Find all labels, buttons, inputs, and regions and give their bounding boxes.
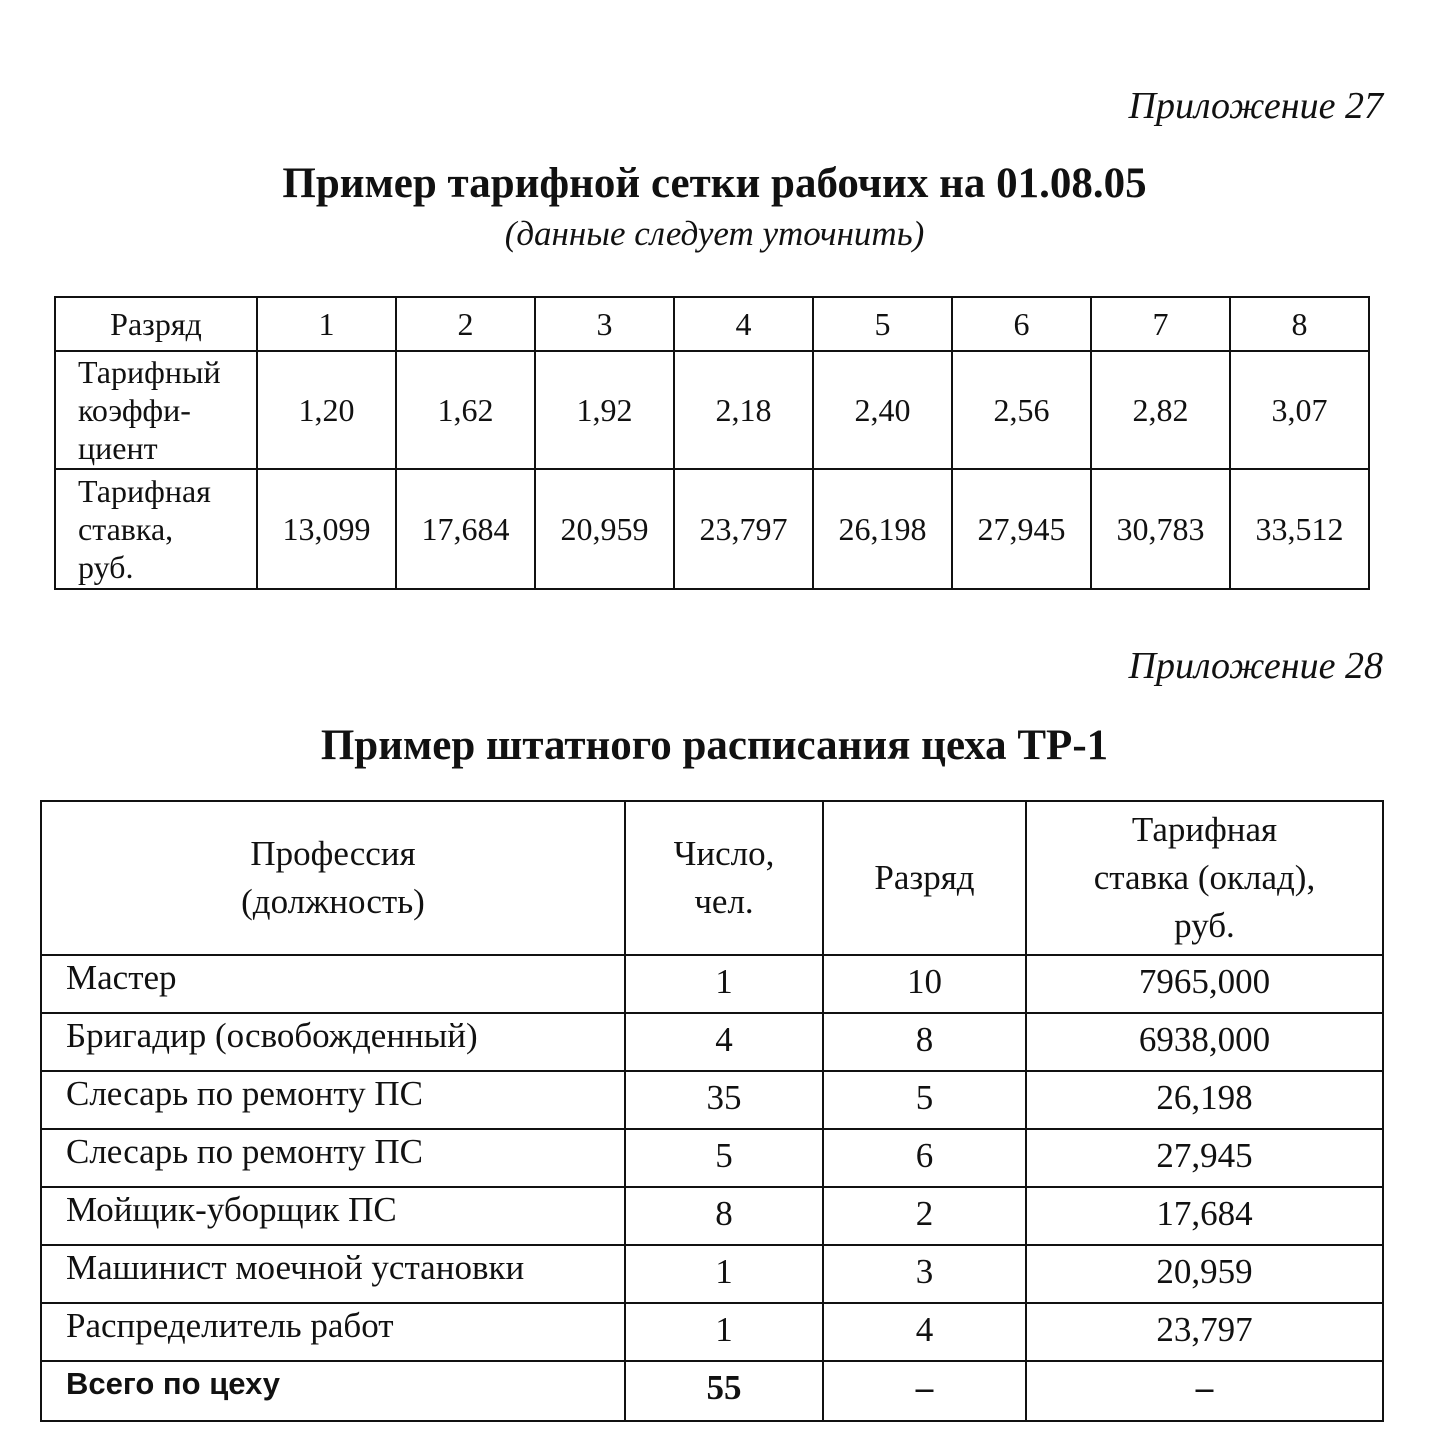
total-label: Всего по цеху — [41, 1361, 625, 1421]
profession-cell: Слесарь по ремонту ПС — [41, 1071, 625, 1129]
coefficient-cell: 2,56 — [952, 351, 1091, 469]
label-line: циент — [78, 430, 158, 466]
coefficient-cell: 1,62 — [396, 351, 535, 469]
rate-cell: 30,783 — [1091, 469, 1230, 589]
table-row — [41, 1071, 1383, 1129]
header-line: ставка (оклад), — [1093, 858, 1316, 897]
label-line: ставка, — [78, 511, 174, 547]
table-row — [41, 1129, 1383, 1187]
rate-cell: 33,512 — [1230, 469, 1369, 589]
table-row — [41, 1013, 1383, 1071]
coefficient-cell: 2,82 — [1091, 351, 1230, 469]
rate-cell: 7965,000 — [1026, 955, 1383, 1013]
grade-row — [55, 297, 1369, 351]
grade-cell: 5 — [813, 297, 952, 351]
count-cell: 1 — [625, 955, 823, 1013]
rate-cell: 6938,000 — [1026, 1013, 1383, 1071]
header-line: руб. — [1174, 906, 1235, 945]
count-cell: 1 — [625, 1303, 823, 1361]
grade-cell: 2 — [823, 1187, 1026, 1245]
grade-cell: 7 — [1091, 297, 1230, 351]
count-header — [625, 801, 823, 955]
count-cell: 1 — [625, 1245, 823, 1303]
total-row — [41, 1361, 1383, 1421]
coefficient-cell: 1,92 — [535, 351, 674, 469]
grade-cell: 10 — [823, 955, 1026, 1013]
rate-header — [1026, 801, 1383, 955]
profession-cell: Мастер — [41, 955, 625, 1013]
profession-cell: Слесарь по ремонту ПС — [41, 1129, 625, 1187]
rate-cell: 20,959 — [535, 469, 674, 589]
tariff-grid-table — [54, 296, 1370, 590]
label-line: Тарифный — [78, 354, 221, 390]
header-row — [41, 801, 1383, 955]
rate-cell: 26,198 — [813, 469, 952, 589]
grade-cell: 8 — [823, 1013, 1026, 1071]
profession-cell: Мойщик-уборщик ПС — [41, 1187, 625, 1245]
rate-cell: 26,198 — [1026, 1071, 1383, 1129]
header-line: Тарифная — [1131, 810, 1278, 849]
tariff-grid-title: Пример тарифной сетки рабочих на 01.08.05 — [282, 160, 1147, 207]
total-rate: – — [1026, 1361, 1383, 1421]
grade-cell: 1 — [257, 297, 396, 351]
staff-schedule-title: Пример штатного расписания цеха ТР-1 — [320, 722, 1109, 769]
rate-cell: 20,959 — [1026, 1245, 1383, 1303]
grade-cell: 6 — [952, 297, 1091, 351]
grade-cell: 2 — [396, 297, 535, 351]
coefficient-cell: 2,18 — [674, 351, 813, 469]
grade-cell: 6 — [823, 1129, 1026, 1187]
rate-row-label — [55, 469, 257, 589]
header-line: Разряд — [874, 858, 975, 897]
total-grade: – — [823, 1361, 1026, 1421]
table-row — [41, 1187, 1383, 1245]
count-cell: 35 — [625, 1071, 823, 1129]
rate-cell: 27,945 — [1026, 1129, 1383, 1187]
grade-cell: 4 — [823, 1303, 1026, 1361]
grade-row-label: Разряд — [55, 297, 257, 351]
tariff-grid-subtitle: (данные следует уточнить) — [504, 214, 925, 253]
coefficient-cell: 2,40 — [813, 351, 952, 469]
header-line: (должность) — [241, 882, 425, 921]
grade-cell: 5 — [823, 1071, 1026, 1129]
table-row — [41, 1245, 1383, 1303]
label-line: руб. — [78, 549, 134, 585]
header-line: Число, — [673, 834, 775, 873]
rate-row — [55, 469, 1369, 589]
rate-cell: 27,945 — [952, 469, 1091, 589]
grade-cell: 8 — [1230, 297, 1369, 351]
coefficient-cell: 3,07 — [1230, 351, 1369, 469]
header-line: чел. — [694, 882, 754, 921]
grade-cell: 3 — [535, 297, 674, 351]
count-cell: 8 — [625, 1187, 823, 1245]
header-line: Профессия — [250, 834, 416, 873]
rate-cell: 17,684 — [1026, 1187, 1383, 1245]
profession-cell: Распределитель работ — [41, 1303, 625, 1361]
grade-header — [823, 801, 1026, 955]
table-row — [41, 1303, 1383, 1361]
profession-cell: Бригадир (освобожденный) — [41, 1013, 625, 1071]
label-line: коэффи- — [78, 392, 191, 428]
rate-cell: 23,797 — [1026, 1303, 1383, 1361]
rate-cell: 23,797 — [674, 469, 813, 589]
grade-cell: 3 — [823, 1245, 1026, 1303]
coefficient-row-label — [55, 351, 257, 469]
total-count: 55 — [625, 1361, 823, 1421]
appendix-27-label: Приложение 27 — [1128, 85, 1383, 127]
staff-schedule-table — [40, 800, 1384, 1422]
count-cell: 4 — [625, 1013, 823, 1071]
rate-cell: 13,099 — [257, 469, 396, 589]
table-row — [41, 955, 1383, 1013]
profession-header — [41, 801, 625, 955]
grade-cell: 4 — [674, 297, 813, 351]
profession-cell: Машинист моечной установки — [41, 1245, 625, 1303]
coefficient-cell: 1,20 — [257, 351, 396, 469]
appendix-28-label: Приложение 28 — [1128, 645, 1383, 687]
count-cell: 5 — [625, 1129, 823, 1187]
label-line: Тарифная — [78, 473, 211, 509]
coefficient-row — [55, 351, 1369, 469]
rate-cell: 17,684 — [396, 469, 535, 589]
